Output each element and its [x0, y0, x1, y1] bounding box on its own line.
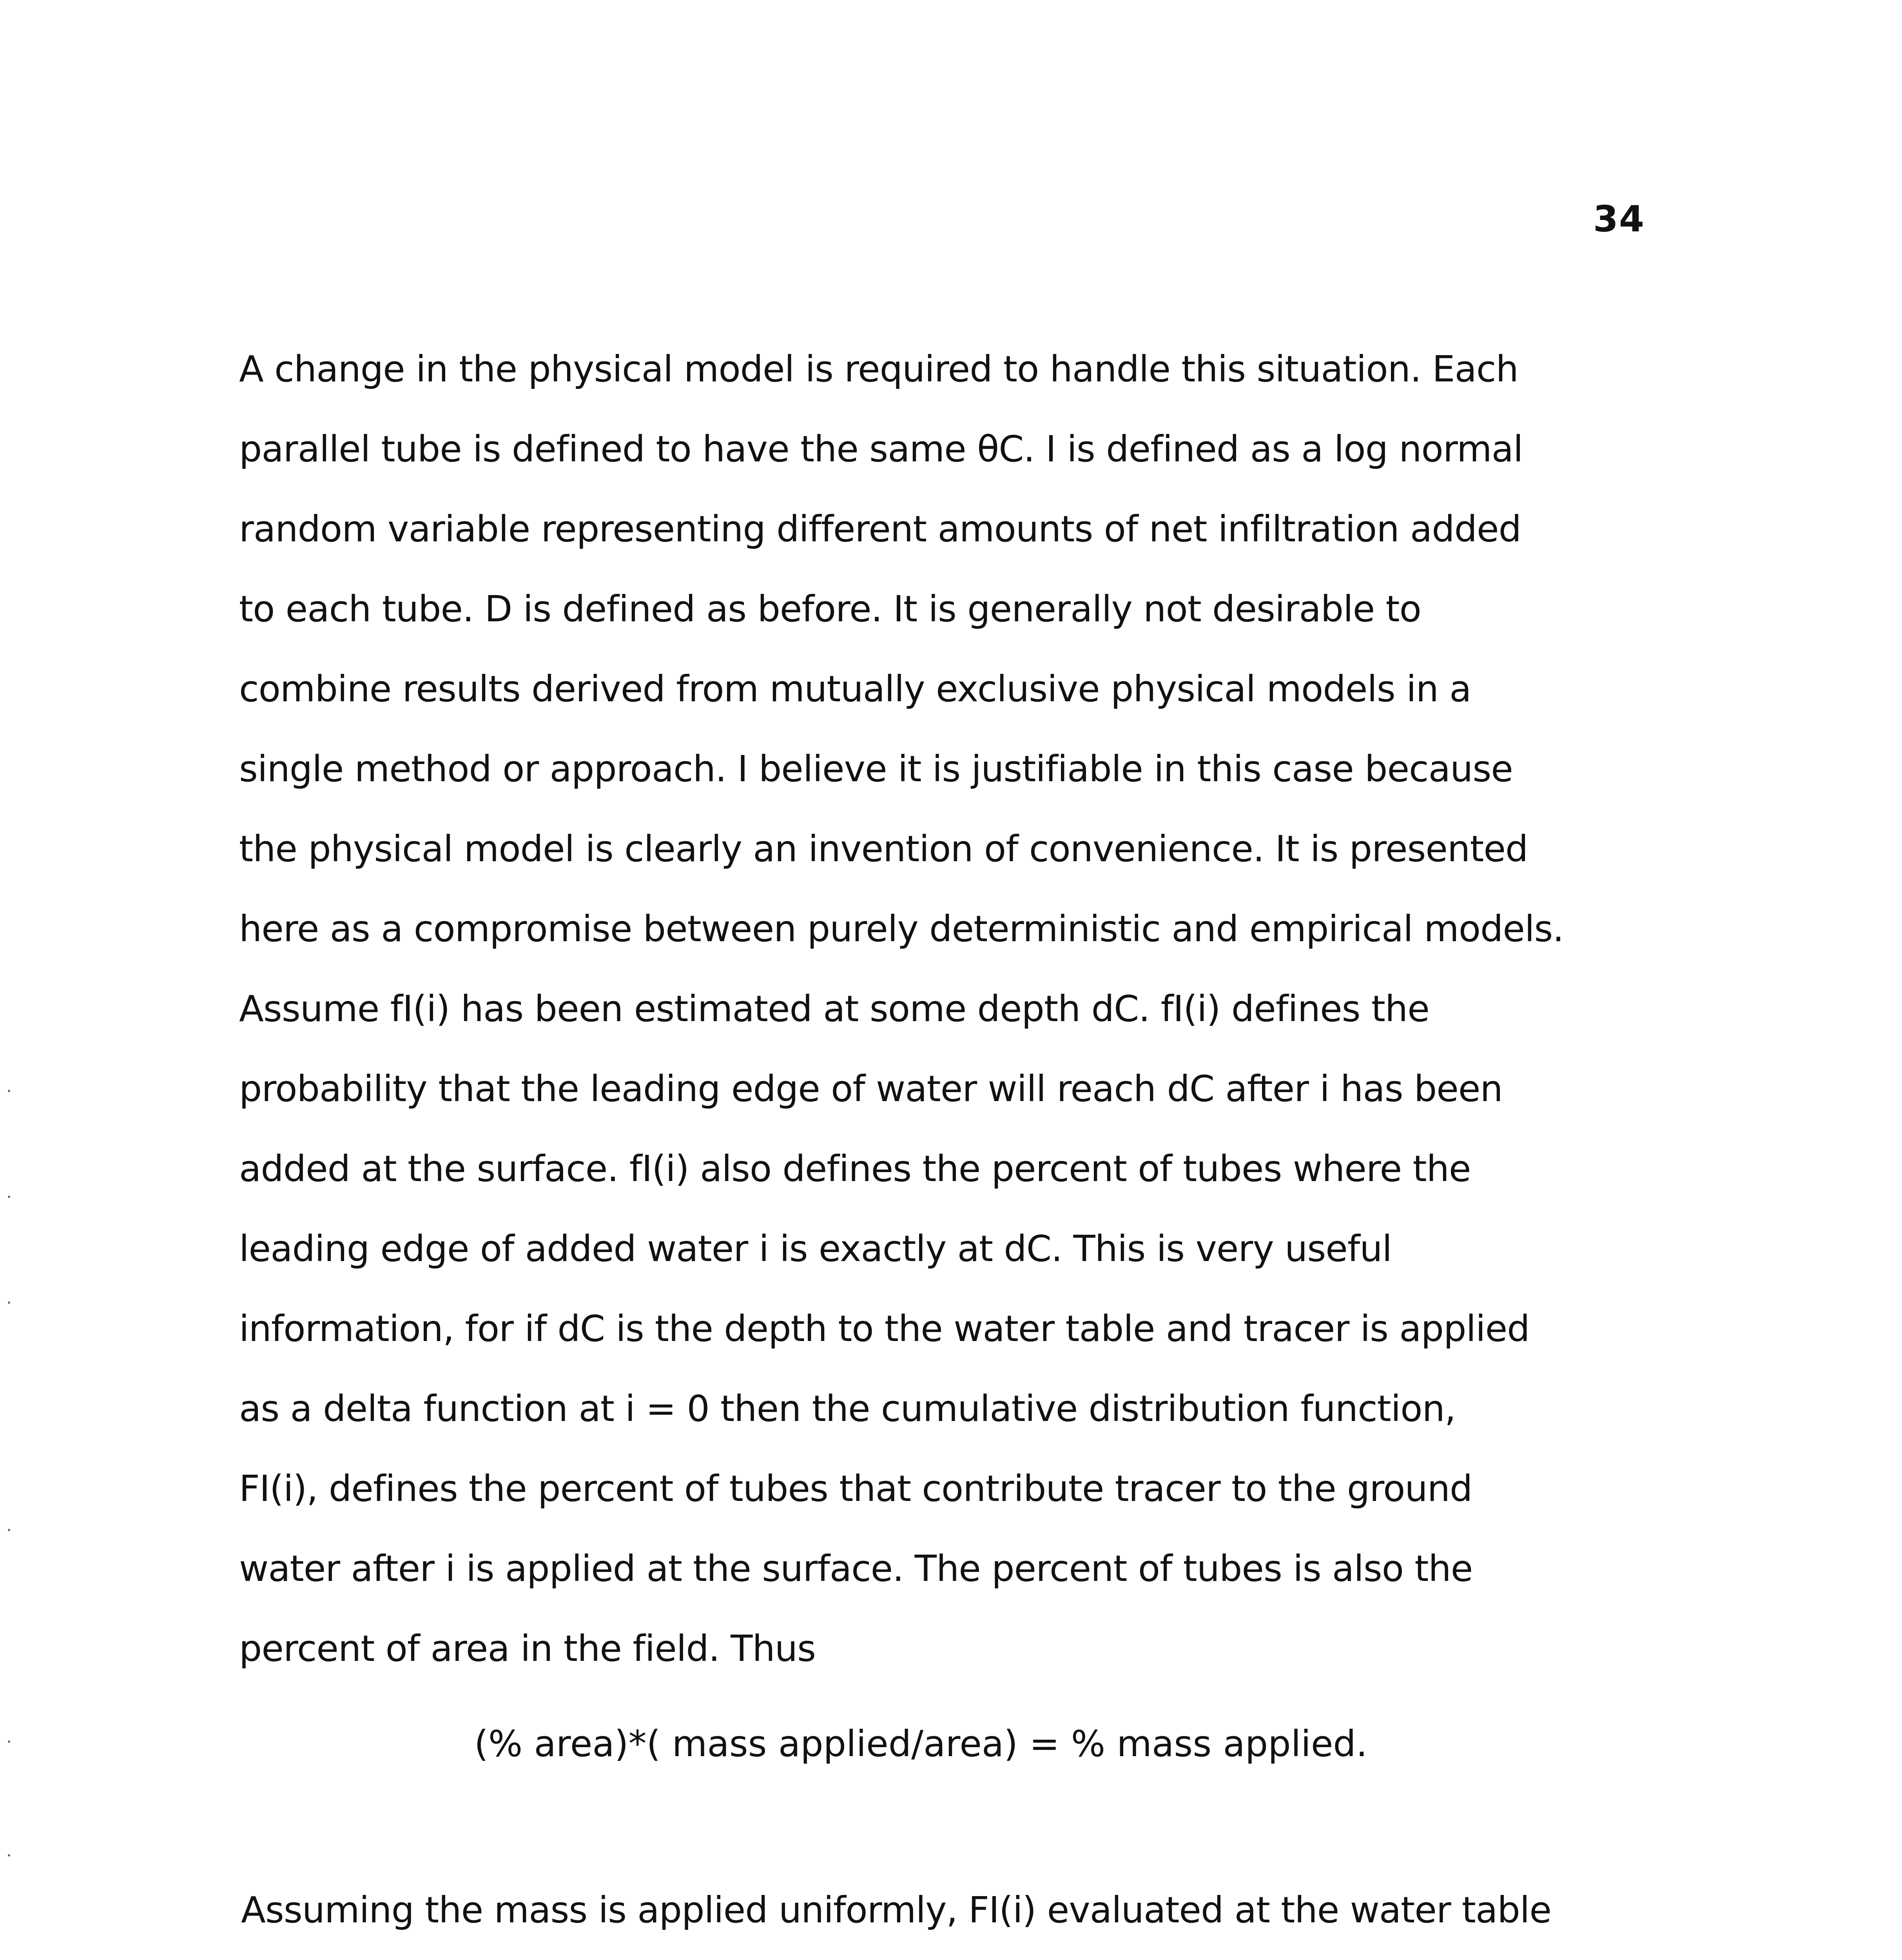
paragraph-1	[239, 329, 1689, 1689]
paragraph-line: A change in the physical model is required to handle this situation. Each	[239, 348, 1518, 390]
paragraph-line: parallel tube is defined to have the same θC. I is defined as a log normal	[239, 428, 1523, 470]
paragraph-line: leading edge of added water i is exactly at dC. This is very useful	[239, 1228, 1392, 1270]
paragraph-line: the physical model is clearly an invention of convenience. It is presented	[239, 828, 1528, 870]
paragraph-line: Assuming the mass is applied uniformly, FI(i) evaluated at the water table	[241, 1889, 1551, 1931]
paragraph-line: random variable representing different amounts of net infiltration added	[239, 508, 1521, 550]
scan-margin-marks	[0, 0, 24, 1960]
page-number: 34	[1593, 198, 1645, 240]
paragraph-line: combine results derived from mutually exclusive physical models in a	[239, 668, 1471, 710]
scan-dot	[8, 1090, 10, 1092]
scan-dot	[8, 1740, 10, 1743]
scan-dot	[8, 1529, 10, 1531]
paragraph-line: information, for if dC is the depth to the water table and tracer is applied	[239, 1308, 1530, 1350]
paragraph-line: single method or approach. I believe it is justifiable in this case because	[239, 748, 1513, 790]
scan-dot	[8, 1301, 10, 1304]
paragraph-line: Assume fI(i) has been estimated at some depth dC. fI(i) defines the	[239, 988, 1429, 1030]
paragraph-line	[241, 1950, 1568, 1960]
mass-equation: (% area)*( mass applied/area) = % mass applied.	[474, 1723, 1368, 1765]
paragraph-line: as a delta function at i = 0 then the cumulative distribution function,	[239, 1388, 1456, 1430]
scan-dot	[8, 1854, 10, 1857]
scan-dot	[8, 1196, 10, 1198]
paragraph-line: here as a compromise between purely deterministic and empirical models.	[239, 908, 1564, 950]
paragraph-line: probability that the leading edge of water will reach dC after i has been	[239, 1068, 1503, 1110]
paragraph-line: to each tube. D is defined as before. It is generally not desirable to	[239, 588, 1421, 630]
paragraph-line: percent of area in the field. Thus	[239, 1628, 816, 1670]
paragraph-line: water after i is applied at the surface. The percent of tubes is also the	[239, 1548, 1473, 1590]
paragraph-2	[241, 1870, 1568, 1960]
paragraph-line: FI(i), defines the percent of tubes that contribute tracer to the ground	[239, 1468, 1472, 1510]
paragraph-line: added at the surface. fI(i) also defines the percent of tubes where the	[239, 1148, 1471, 1190]
